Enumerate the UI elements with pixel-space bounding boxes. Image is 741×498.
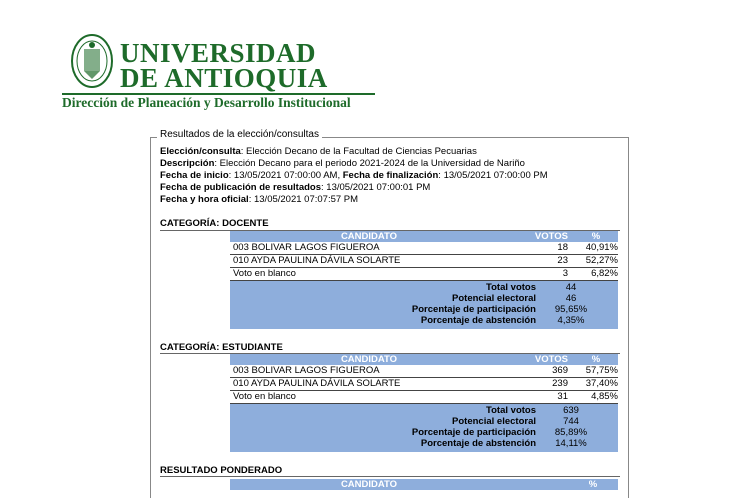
- university-seal-logo: [70, 33, 114, 89]
- total-votes-value: 44: [565, 282, 577, 293]
- summary-row-participacion: [230, 427, 618, 438]
- header-percent: %: [588, 479, 598, 490]
- table-header-row: [230, 354, 618, 365]
- candidate-name: Voto en blanco: [233, 391, 296, 402]
- summary-row-total: [230, 282, 618, 293]
- weighted-result-divider: [160, 476, 620, 477]
- participation-value: 95,65%: [554, 304, 588, 315]
- weighted-result-title: RESULTADO PONDERADO: [160, 465, 283, 476]
- table-header-row: [230, 231, 618, 242]
- table-row: [230, 242, 618, 255]
- candidate-percent: 40,91%: [585, 242, 618, 253]
- table-row: [230, 365, 618, 378]
- table-row: [230, 378, 618, 391]
- start-date-value: : 13/05/2021 07:00:00 AM,: [228, 170, 341, 181]
- weighted-table-header: [230, 479, 618, 490]
- description-value: : Elección Decano para el periodo 2021-2024 de la Universidad de Nariño: [214, 158, 525, 169]
- table-row: [230, 255, 618, 268]
- candidate-percent: 52,27%: [585, 255, 618, 266]
- abstention-label: Porcentaje de abstención: [420, 315, 536, 326]
- candidate-percent: 37,40%: [585, 378, 618, 389]
- table-row: [230, 268, 618, 281]
- description-label: Descripción: [160, 158, 215, 169]
- electoral-potential-value: 744: [563, 416, 579, 427]
- total-votes-value: 639: [563, 405, 579, 416]
- summary-row-participacion: [230, 304, 618, 315]
- docente-results-table: [230, 231, 618, 329]
- election-value: : Elección Decano de la Facultad de Ciencias Pecuarias: [240, 146, 477, 157]
- header-percent: %: [591, 231, 601, 242]
- participation-label: Porcentaje de participación: [411, 304, 536, 315]
- header-percent: %: [591, 354, 601, 365]
- electoral-potential-label: Potencial electoral: [452, 416, 536, 427]
- election-info-line: [160, 146, 477, 158]
- summary-row-potencial: [230, 293, 618, 304]
- abstention-value: 4,35%: [557, 315, 585, 326]
- estudiante-summary: [230, 404, 618, 452]
- candidate-votes: 369: [552, 365, 568, 376]
- summary-row-potencial: [230, 416, 618, 427]
- header-spacer: [508, 479, 568, 490]
- header-votos: VOTOS: [534, 231, 568, 242]
- official-time-info-line: [160, 194, 358, 206]
- candidate-name: 003 BOLIVAR LAGOS FIGUEROA: [233, 242, 380, 253]
- candidate-percent: 6,82%: [591, 268, 618, 279]
- election-label: Elección/consulta: [160, 146, 241, 157]
- summary-row-abstencion: [230, 315, 618, 326]
- start-date-label: Fecha de inicio: [160, 170, 229, 181]
- candidate-name: 010 AYDA PAULINA DÁVILA SOLARTE: [233, 255, 401, 266]
- category-docente-title: CATEGORÍA: DOCENTE: [160, 218, 269, 229]
- estudiante-results-table: [230, 354, 618, 452]
- candidate-votes: 18: [557, 242, 568, 253]
- publication-info-line: [160, 182, 430, 194]
- candidate-votes: 3: [562, 268, 568, 279]
- total-votes-label: Total votos: [486, 282, 536, 293]
- abstention-value: 14,11%: [555, 438, 587, 449]
- header-candidato: CANDIDATO: [340, 354, 398, 365]
- header-votos: VOTOS: [534, 354, 568, 365]
- candidate-percent: 57,75%: [585, 365, 618, 376]
- end-date-label: Fecha de finalización: [342, 170, 439, 181]
- dates-info-line: [160, 170, 548, 182]
- candidate-percent: 4,85%: [591, 391, 618, 402]
- candidate-name: Voto en blanco: [233, 268, 296, 279]
- electoral-potential-value: 46: [565, 293, 577, 304]
- university-name-line2: DE ANTIOQUIA: [120, 63, 328, 93]
- official-time-value: : 13/05/2021 07:07:57 PM: [248, 194, 359, 205]
- abstention-label: Porcentaje de abstención: [420, 438, 536, 449]
- docente-summary: [230, 281, 618, 329]
- header-candidato: CANDIDATO: [340, 231, 398, 242]
- department-subtitle: Dirección de Planeación y Desarrollo Institucional: [62, 95, 351, 110]
- participation-value: 85,89%: [554, 427, 588, 438]
- university-name-line1: UNIVERSIDAD: [120, 38, 317, 68]
- electoral-potential-label: Potencial electoral: [452, 293, 536, 304]
- header-candidato: CANDIDATO: [340, 479, 398, 490]
- end-date-value: : 13/05/2021 07:00:00 PM: [438, 170, 548, 181]
- candidate-votes: 239: [552, 378, 568, 389]
- official-time-label: Fecha y hora oficial: [160, 194, 249, 205]
- table-row: [230, 391, 618, 404]
- candidate-name: 010 AYDA PAULINA DÁVILA SOLARTE: [233, 378, 401, 389]
- category-estudiante-title: CATEGORÍA: ESTUDIANTE: [160, 342, 283, 353]
- summary-row-abstencion: [230, 438, 618, 449]
- candidate-votes: 23: [557, 255, 568, 266]
- publication-date-label: Fecha de publicación de resultados: [160, 182, 322, 193]
- panel-legend: Resultados de la elección/consultas: [157, 129, 322, 140]
- summary-row-total: [230, 405, 618, 416]
- participation-label: Porcentaje de participación: [411, 427, 536, 438]
- description-info-line: [160, 158, 525, 170]
- candidate-name: 003 BOLIVAR LAGOS FIGUEROA: [233, 365, 380, 376]
- candidate-votes: 31: [557, 391, 568, 402]
- publication-date-value: : 13/05/2021 07:00:01 PM: [321, 182, 431, 193]
- total-votes-label: Total votos: [486, 405, 536, 416]
